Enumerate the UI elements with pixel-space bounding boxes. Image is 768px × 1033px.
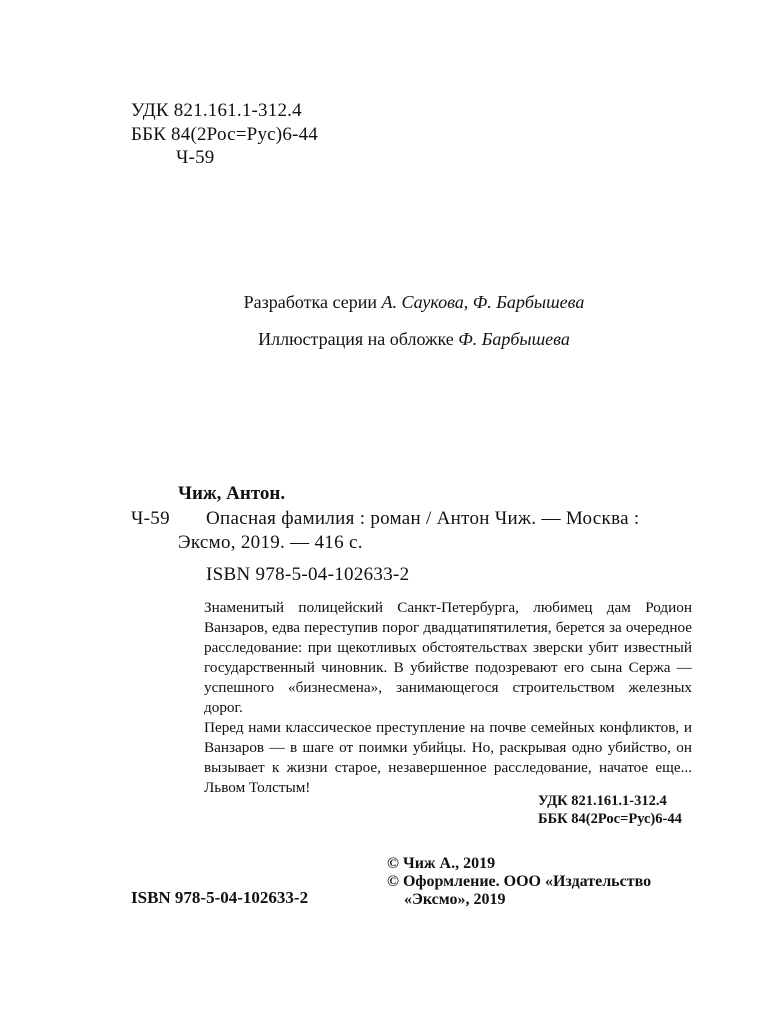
cover-credit — [0, 329, 768, 350]
bbk-code-repeat: ББК 84(2Рос=Рус)6-44 — [538, 811, 682, 827]
cover-credit-name: Ф. Барбышева — [458, 329, 570, 349]
copyright-author: © Чиж А., 2019 — [387, 855, 496, 872]
cover-credit-prefix: Иллюстрация на обложке — [258, 329, 454, 349]
series-credit-names: А. Саукова, Ф. Барбышева — [381, 292, 585, 312]
copyright-design: © Оформление. ООО «Издательство — [387, 873, 652, 890]
annotation-paragraph-2: Перед нами классическое преступление на почве семейных конфликтов, и Ванзаров — в шаге от поимки убийцы. Но, раскрывая одно убийство, он вызывает к жизни старое, незавершенное расследование, начатое еще... Львом Толстым! — [204, 719, 692, 796]
series-credit-prefix: Разработка серии — [243, 292, 377, 312]
udk-code: УДК 821.161.1-312.4 — [131, 100, 302, 121]
bib-title-line: Опасная фамилия : роман / Антон Чиж. — Москва : — [206, 508, 640, 529]
annotation-paragraph-1: Знаменитый полицейский Санкт-Петербурга, любимец дам Родион Ванзаров, едва переступив порог двадцатипятилетия, берется за очередное расследование: при щекотливых обстоятельствах зверски убит известный государственный чиновник. В убийстве подозревают его сына Сержа — успешного «бизнесмена», занимающегося строительством железных дорог. — [204, 599, 692, 716]
bib-author-mark: Ч-59 — [131, 508, 170, 529]
bib-isbn: ISBN 978-5-04-102633-2 — [206, 564, 410, 585]
bbk-code: ББК 84(2Рос=Рус)6-44 — [131, 124, 318, 145]
copyright-publisher: «Эксмо», 2019 — [404, 891, 506, 908]
bib-publisher-line: Эксмо, 2019. — 416 с. — [178, 532, 363, 553]
footer-isbn: ISBN 978-5-04-102633-2 — [131, 888, 309, 907]
author-mark: Ч-59 — [176, 147, 215, 168]
author-heading: Чиж, Антон. — [178, 483, 286, 504]
udk-code-repeat: УДК 821.161.1-312.4 — [538, 793, 667, 809]
annotation — [204, 598, 692, 798]
series-credit — [0, 292, 768, 313]
